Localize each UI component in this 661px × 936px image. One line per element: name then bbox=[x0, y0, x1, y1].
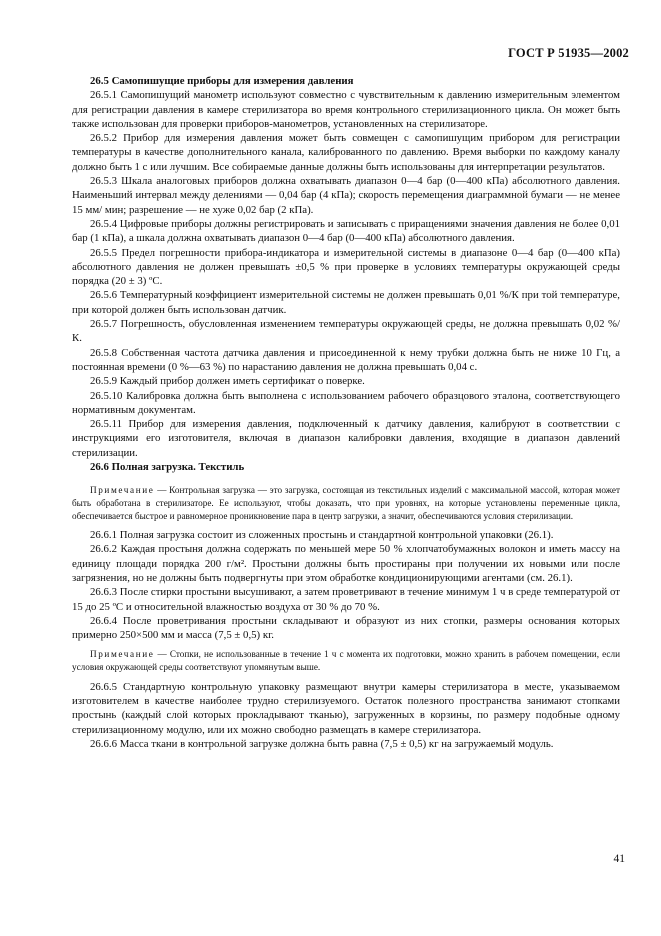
section-2-paragraphs-continued bbox=[72, 680, 620, 751]
document-body bbox=[72, 74, 620, 751]
note-text: — Контрольная загрузка — это загрузка, состоящая из текстильных изделий с максимальной массой, которая может быть обработана в стерилизаторе. Ее используют, чтобы доказать, что при уровнях, на которые установлены переменные цикла, обеспечивается быстрое и равномерное проникновение пара в центр загрузки, а значит, обеспечиваются условия стерилизации. bbox=[72, 485, 620, 521]
note-label: Примечание bbox=[90, 485, 155, 496]
paragraph: 26.6.5 Стандартную контрольную упаковку размещают внутри камеры стерилизатора в месте, указываемом изготовителем в качестве наиболее трудно стерилизуемого. Остаток полезного пространства занимают стопками простынь (каждый слой которых прокладывают тканью), загруженных в корзины, по размеру подобные одному стерилизационному модулю, или их можно свободно размещать в камере стерилизатора. bbox=[72, 680, 620, 736]
section-1-paragraphs bbox=[72, 88, 620, 460]
paragraph: 26.6.3 После стирки простыни высушивают, а затем проветривают в течение минимум 1 ч в среде температурой от 15 до 25 ºС и относительной влажностью воздуха от 30 % до 70 %. bbox=[72, 586, 620, 613]
paragraph: 26.6.2 Каждая простыня должна содержать по меньшей мере 50 % хлопчатобумажных волокон и иметь массу на единицу площади порядка 200 г/м². Простыни должны быть простираны при получении их новыми или после загрязнения, но не должны быть подвергнуты при этом обработке кондиционирующими агентами (см. 26.1). bbox=[72, 543, 620, 584]
paragraph: 26.5.2 Прибор для измерения давления может быть совмещен с самопишущим прибором для регистрации температуры в качестве дополнительного канала, калиброванного по давлению. Время выборки по каждому каналу должно быть 1 с или лучшим. Все собираемые данные должны быть использованы для интерпретации результатов. bbox=[72, 132, 620, 173]
section-heading: 26.5 Самопишущие приборы для измерения давления bbox=[90, 75, 354, 87]
paragraph: 26.5.9 Каждый прибор должен иметь сертификат о поверке. bbox=[90, 375, 365, 388]
paragraph: 26.5.1 Самопишущий манометр используют совместно с чувствительным к давлению измерительным элементом для регистрации давления в камере стерилизатора во время контрольного стерилизационного цикла. Он может быть также использован для проверки приборов-манометров, установленных на стерилизаторе. bbox=[72, 89, 620, 130]
paragraph: 26.5.8 Собственная частота датчика давления и присоединенной к нему трубки должна быть не ниже 10 Гц, а постоянная времени (0 %—63 %) по нарастанию давления не должна превышать 0,04 с. bbox=[72, 346, 620, 373]
document-header: ГОСТ Р 51935—2002 bbox=[508, 46, 629, 60]
section-2-paragraphs bbox=[72, 528, 620, 642]
paragraph: 26.5.5 Предел погрешности прибора-индикатора и измерительной системы в диапазоне 0—4 бар (0—400 кПа) абсолютного давления не должен превышать ±0,5 % при проверке в условиях температуры окружающей среды порядка (20 ± 3) ºС. bbox=[72, 246, 620, 288]
paragraph: 26.5.7 Погрешность, обусловленная изменением температуры окружающей среды, не должна превышать 0,02 %/К. bbox=[72, 318, 620, 345]
paragraph: 26.6.6 Масса ткани в контрольной загрузке должна быть равна (7,5 ± 0,5) кг на загружаемый модуль. bbox=[90, 737, 554, 750]
section-heading: 26.6 Полная загрузка. Текстиль bbox=[90, 461, 245, 474]
paragraph: 26.5.11 Прибор для измерения давления, подключенный к датчику давления, калибруют в соответствии с инструкциями его изготовителя, включая в диапазон калибровки давления, входящие в диапазон давлений стерилизации. bbox=[72, 418, 620, 459]
paragraph: 26.5.6 Температурный коэффициент измерительной системы не должен превышать 0,01 %/К при той температуре, при которой должен быть использован датчик. bbox=[72, 289, 620, 316]
paragraph: 26.5.4 Цифровые приборы должны регистрировать и записывать с приращениями значения давления не более 0,01 бар (1 кПа), а шкала должна охватывать диапазон 0—4 бар (0—400 кПа) абсолютного давления. bbox=[72, 217, 620, 245]
note-label: Примечание bbox=[90, 649, 155, 660]
note bbox=[72, 648, 620, 673]
paragraph: 26.6.4 После проветривания простыни складывают и образуют из них стопки, размеры основания которых примерно 250×500 мм и масса (7,5 ± 0,5) кг. bbox=[72, 614, 620, 642]
paragraph: 26.5.3 Шкала аналоговых приборов должна охватывать диапазон 0—4 бар (0—400 кПа) абсолютного давления. Наименьший интервал между делениями — 0,04 бар (4 кПа); скорость перемещения диаграммной бумаги — не менее 15 мм/ мин; разрешение — не хуже 0,02 бар (2 кПа). bbox=[72, 175, 620, 216]
note bbox=[72, 484, 620, 522]
note-text: — Стопки, не использованные в течение 1 ч с момента их подготовки, можно хранить в рабочем помещении, если условия окружающей среды соответствуют упомянутым выше. bbox=[72, 649, 620, 673]
paragraph: 26.5.10 Калибровка должна быть выполнена с использованием рабочего образцового эталона, соответствующего нормативным документам. bbox=[72, 389, 620, 416]
page-number: 41 bbox=[613, 853, 625, 865]
paragraph: 26.6.1 Полная загрузка состоит из сложенных простынь и стандартной контрольной упаковки (26.1). bbox=[90, 529, 554, 542]
